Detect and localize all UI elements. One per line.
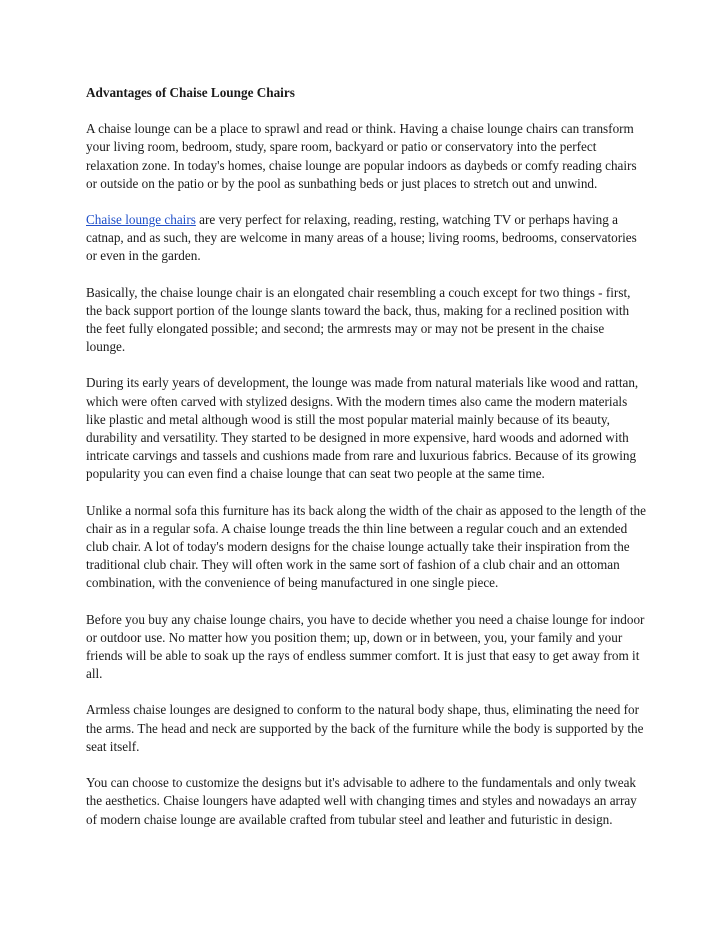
document-title: Advantages of Chaise Lounge Chairs xyxy=(86,85,295,100)
paragraph-link xyxy=(86,211,646,266)
paragraph-development: During its early years of development, the lounge was made from natural materials like wood and rattan, which were often carved with stylized designs. With the modern times also came the modern materials like plastic and metal although wood is still the most popular material mainly because of its beauty, durability and versatility. They started to be designed in more expensive, hard woods and adorned with intricate carvings and tassels and cushions made from rare and luxurious fabrics. Because of its growing popularity you can even find a chaise lounge that can seat two people at the same time. xyxy=(86,375,639,482)
chaise-lounge-chairs-link[interactable]: Chaise lounge chairs xyxy=(86,212,196,228)
paragraph-customize: You can choose to customize the designs but it's advisable to adhere to the fundamentals and only tweak the aesthetics. Chaise loungers have adapted well with changing times and styles and nowadays an array of modern chaise lounge are available crafted from tubular steel and leather and futuristic in design. xyxy=(86,775,637,827)
paragraph-sofa: Unlike a normal sofa this furniture has its back along the width of the chair as apposed to the length of the chair as in a regular sofa. A chaise lounge treads the thin line between a regular couch and an extended club chair. A lot of today's modern designs for the chaise lounge actually take their inspiration from the traditional club chair. They will often work in the same sort of fashion of a club chair and an ottoman combination, with the convenience of being manufactured in one single piece. xyxy=(86,502,646,591)
paragraph-buying: Before you buy any chaise lounge chairs, you have to decide whether you need a chaise lounge for indoor or outdoor use. No matter how you position them; up, down or in between, you, your family and your friends will be able to soak up the rays of endless summer comfort. It is just that easy to get away from it all. xyxy=(86,611,645,682)
document-page xyxy=(86,84,646,847)
paragraph-link-text: are very perfect for relaxing, reading, resting, watching TV or perhaps having a catnap, and as such, they are welcome in many areas of a house; living rooms, bedrooms, conservatories or even in the garden. xyxy=(86,212,637,264)
paragraph-armless: Armless chaise lounges are designed to conform to the natural body shape, thus, eliminating the need for the arms. The head and neck are supported by the back of the furniture while the body is supported by the seat itself. xyxy=(86,702,644,754)
paragraph-basically: Basically, the chaise lounge chair is an elongated chair resembling a couch except for two things - first, the back support portion of the lounge slants toward the back, thus, making for a reclined position with the feet fully elongated possible; and second; the armrests may or may not be present in the chaise lounge. xyxy=(86,284,631,355)
paragraph-intro: A chaise lounge can be a place to sprawl and read or think. Having a chaise lounge chairs can transform your living room, bedroom, study, spare room, backyard or patio or conservatory into the perfect relaxation zone. In today's homes, chaise lounge are popular indoors as daybeds or comfy reading chairs or outside on the patio or by the pool as sunbathing beds or just places to stretch out and unwind. xyxy=(86,121,637,191)
